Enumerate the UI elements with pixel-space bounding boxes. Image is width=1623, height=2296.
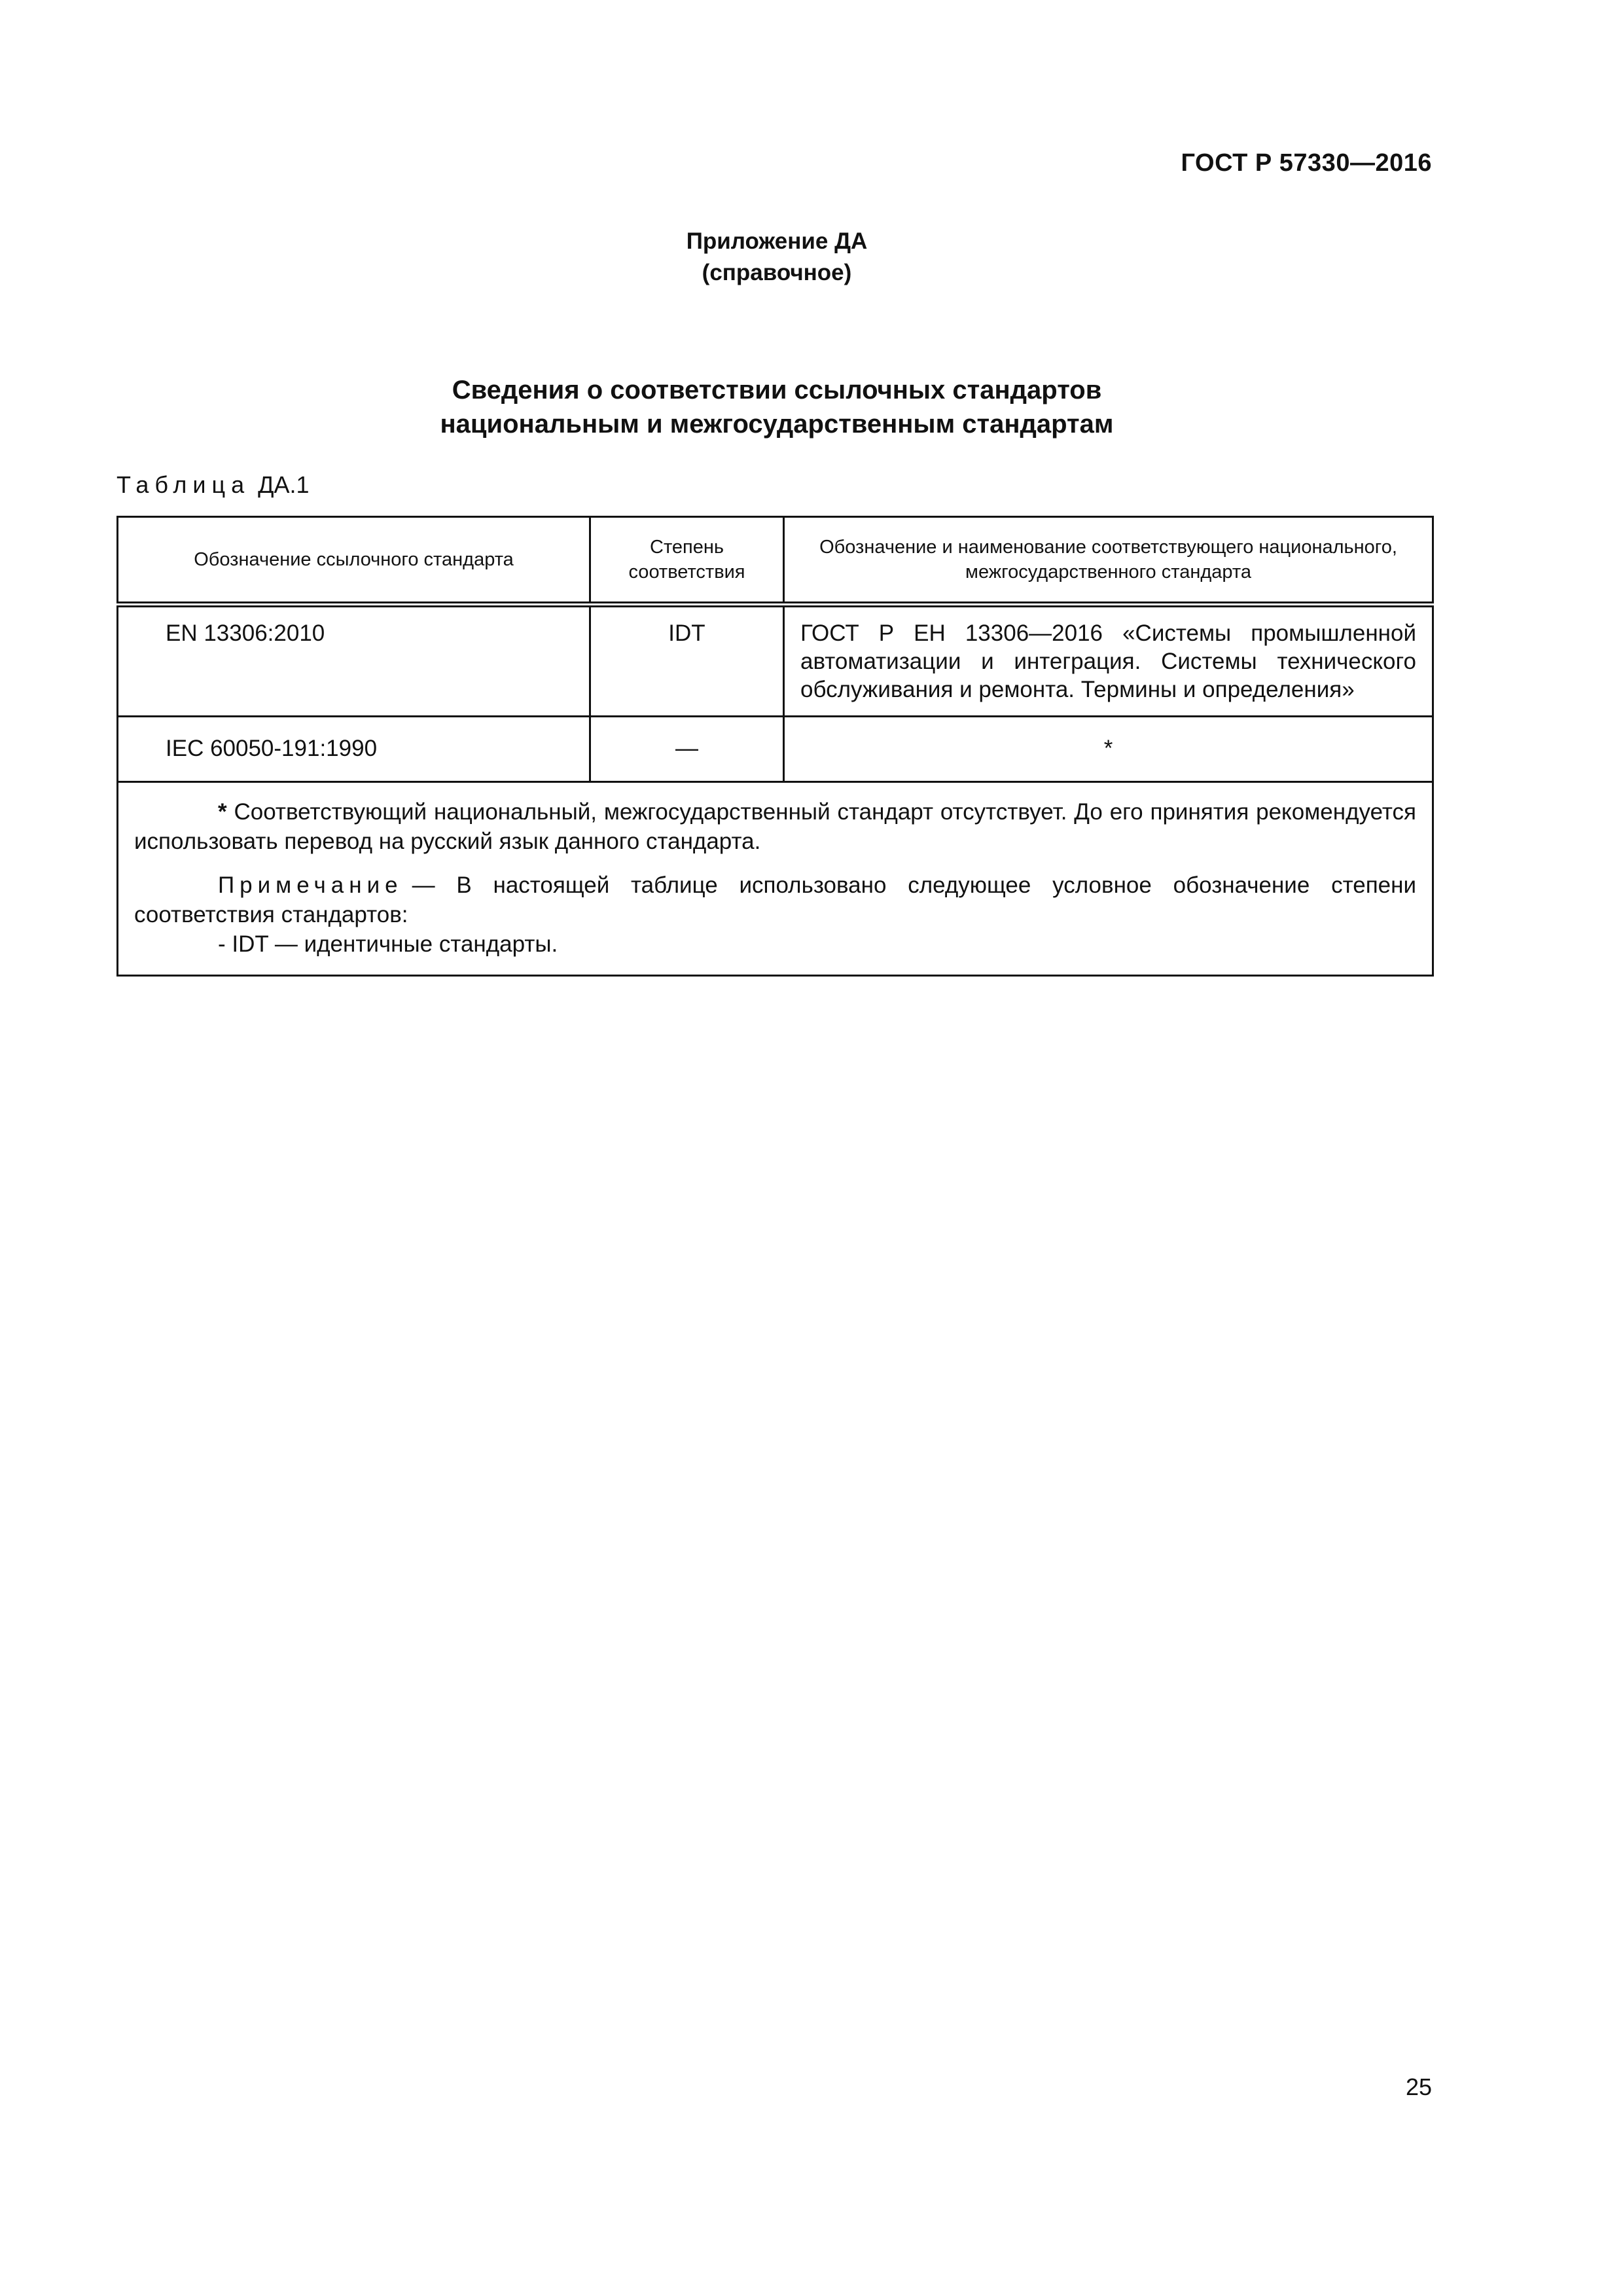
page-number: 25 [1405,2073,1432,2100]
table-footer-row [118,782,1433,976]
table-notes-cell [118,782,1433,976]
note-list-item: - IDT — идентичные стандарты. [218,931,558,957]
table-row [118,605,1433,717]
reference-standard-cell: IEC 60050-191:1990 [118,717,590,782]
table-row [118,717,1433,782]
footnote-text: Соответствующий национальный, межгосударственный стандарт отсутствует. До его принятия рекомендуется использовать перевод на русский язык данного стандарта. [134,799,1417,854]
appendix-title: Приложение ДА [686,228,868,254]
appendix-heading [0,226,1554,289]
section-title [0,373,1554,441]
reference-standard-cell: EN 13306:2010 [118,605,590,717]
note-label: Примечание [218,872,403,898]
national-standard-cell: ГОСТ Р ЕН 13306—2016 «Системы промышленной автоматизации и интеграция. Системы технического обслуживания и ремонта. Термины и определения» [784,605,1433,717]
table-caption-number: ДА.1 [258,471,310,498]
footnote-marker: * [218,799,227,825]
table-caption [116,471,310,499]
column-header-reference: Обозначение ссылочного стандарта [118,517,590,605]
section-title-line-2: национальным и межгосударственным стандартам [440,410,1114,439]
appendix-subtitle: (справочное) [702,260,852,285]
column-header-degree: Степень соответствия [590,517,784,605]
degree-cell: — [590,717,784,782]
table-header-row [118,517,1433,605]
correspondence-table [116,516,1434,977]
footnote [134,797,1416,856]
note-text: — В настоящей таблице использовано следующее условное обозначение степени соответствия стандартов: [134,872,1416,927]
column-header-national: Обозначение и наименование соответствующего национального, межгосударственного стандарта [784,517,1433,605]
document-code: ГОСТ Р 57330—2016 [1181,149,1432,177]
national-standard-cell: * [784,717,1433,782]
section-title-line-1: Сведения о соответствии ссылочных стандартов [452,376,1102,404]
table-note [134,870,1416,929]
table-caption-label: Таблица [116,471,251,498]
degree-cell: IDT [590,605,784,717]
